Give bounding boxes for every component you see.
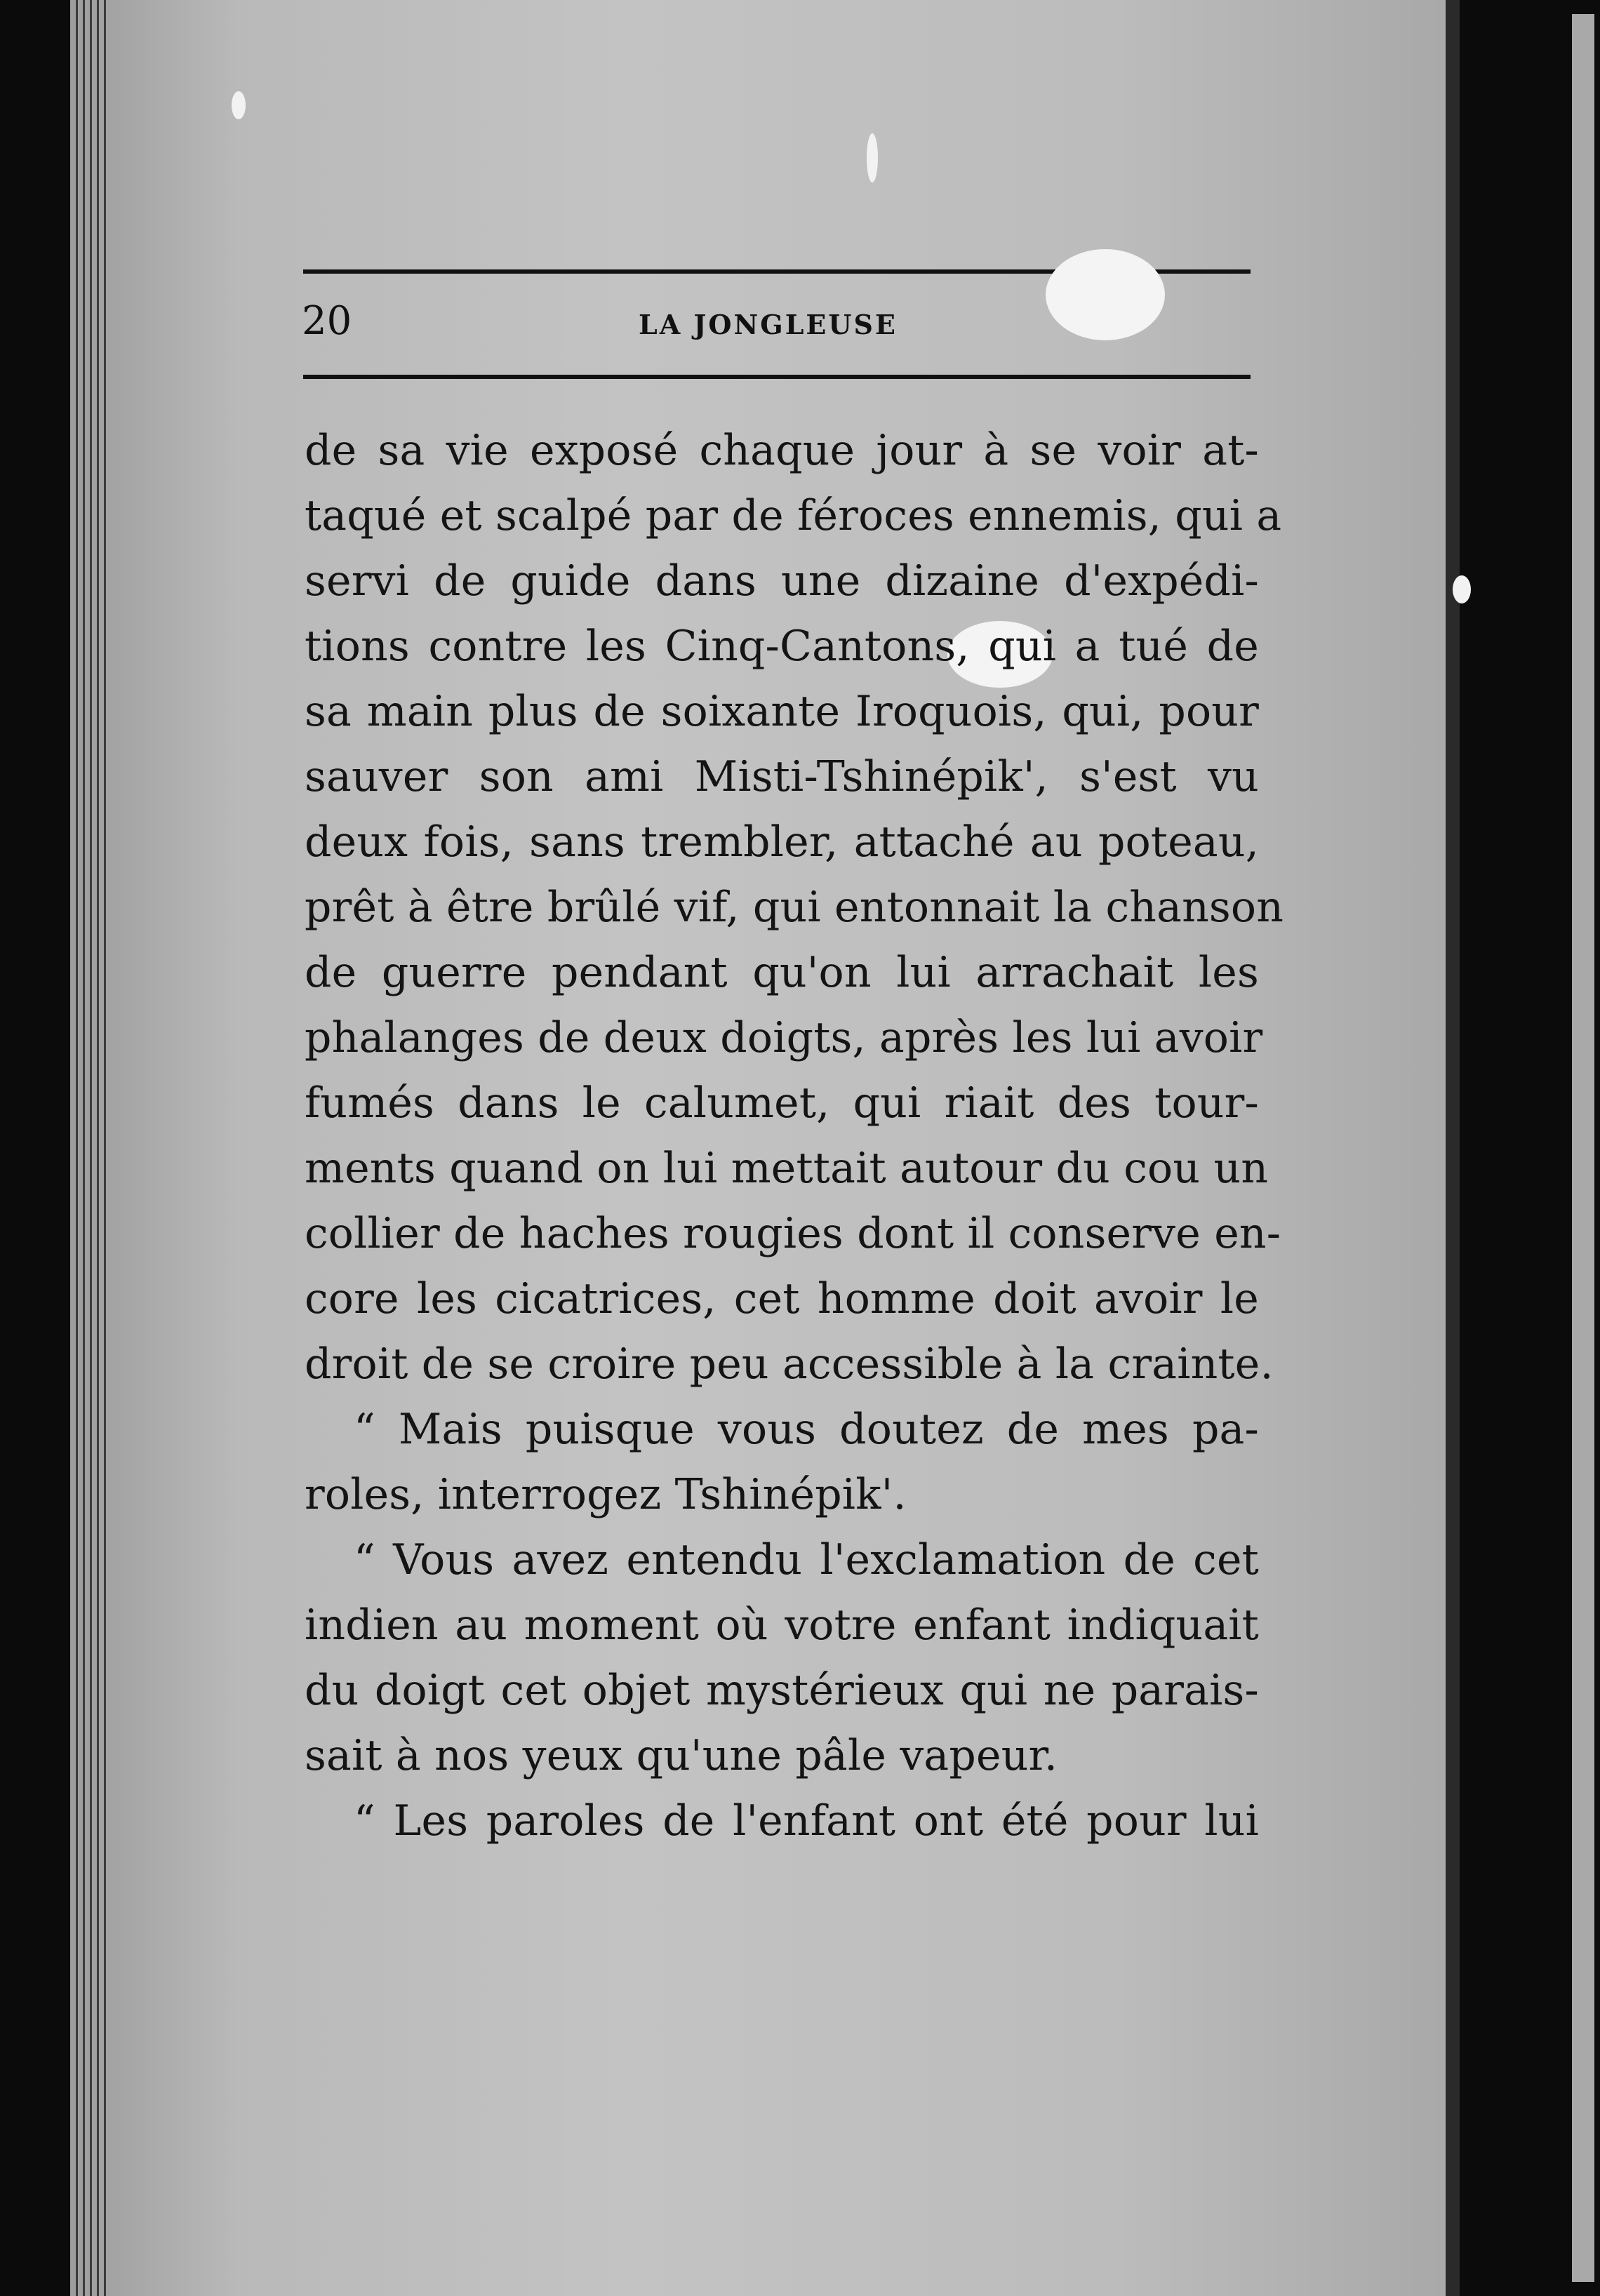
adjacent-page-strip — [1572, 14, 1594, 2282]
text-line: sait à nos yeux qu'une pâle vapeur. — [305, 1731, 1058, 1780]
paper-speck — [1453, 575, 1471, 603]
text-line: de guerre pendant qu'on lui arrachait les — [305, 948, 1259, 997]
paper-speck — [867, 133, 878, 182]
text-line: de sa vie exposé chaque jour à se voir at- — [305, 426, 1259, 475]
text-line: collier de haches rougies dont il conserve en- — [305, 1209, 1281, 1258]
text-line: taqué et scalpé par de féroces ennemis, qui a — [305, 491, 1282, 540]
text-line: fumés dans le calumet, qui riait des tour- — [305, 1079, 1259, 1128]
text-line: ments quand on lui mettait autour du cou un — [305, 1144, 1269, 1193]
text-line: deux fois, sans trembler, attaché au poteau, — [305, 817, 1259, 867]
text-line: sa main plus de soixante Iroquois, qui, pour — [305, 687, 1259, 736]
text-line: tions contre les Cinq-Cantons, qui a tué de — [305, 622, 1259, 671]
text-line: indien au moment où votre enfant indiquait — [305, 1601, 1259, 1650]
right-page-edge — [1446, 0, 1460, 2296]
running-title: LA JONGLEUSE — [639, 309, 898, 340]
text-line: servi de guide dans une dizaine d'expédi- — [305, 556, 1259, 606]
text-line: phalanges de deux doigts, après les lui avoir — [305, 1013, 1263, 1062]
text-line: du doigt cet objet mystérieux qui ne parais- — [305, 1666, 1259, 1715]
page-edges — [70, 0, 112, 2296]
text-line: prêt à être brûlé vif, qui entonnait la chanson — [305, 883, 1284, 932]
header-rule-bottom — [303, 375, 1251, 379]
page-number: 20 — [302, 298, 352, 344]
text-line: sauver son ami Misti-Tshinépik', s'est vu — [305, 752, 1259, 801]
text-line: “ Vous avez entendu l'exclamation de cet — [354, 1535, 1259, 1584]
body-text — [305, 418, 1284, 1854]
text-line: roles, interrogez Tshinépik'. — [305, 1470, 907, 1519]
paper-speck — [232, 91, 246, 119]
ink-blot — [1046, 249, 1165, 340]
text-line: droit de se croire peu accessible à la crainte. — [305, 1340, 1274, 1389]
text-line: core les cicatrices, cet homme doit avoir le — [305, 1274, 1259, 1323]
text-line: “ Les paroles de l'enfant ont été pour lui — [354, 1796, 1259, 1846]
text-line: “ Mais puisque vous doutez de mes pa- — [354, 1405, 1259, 1454]
